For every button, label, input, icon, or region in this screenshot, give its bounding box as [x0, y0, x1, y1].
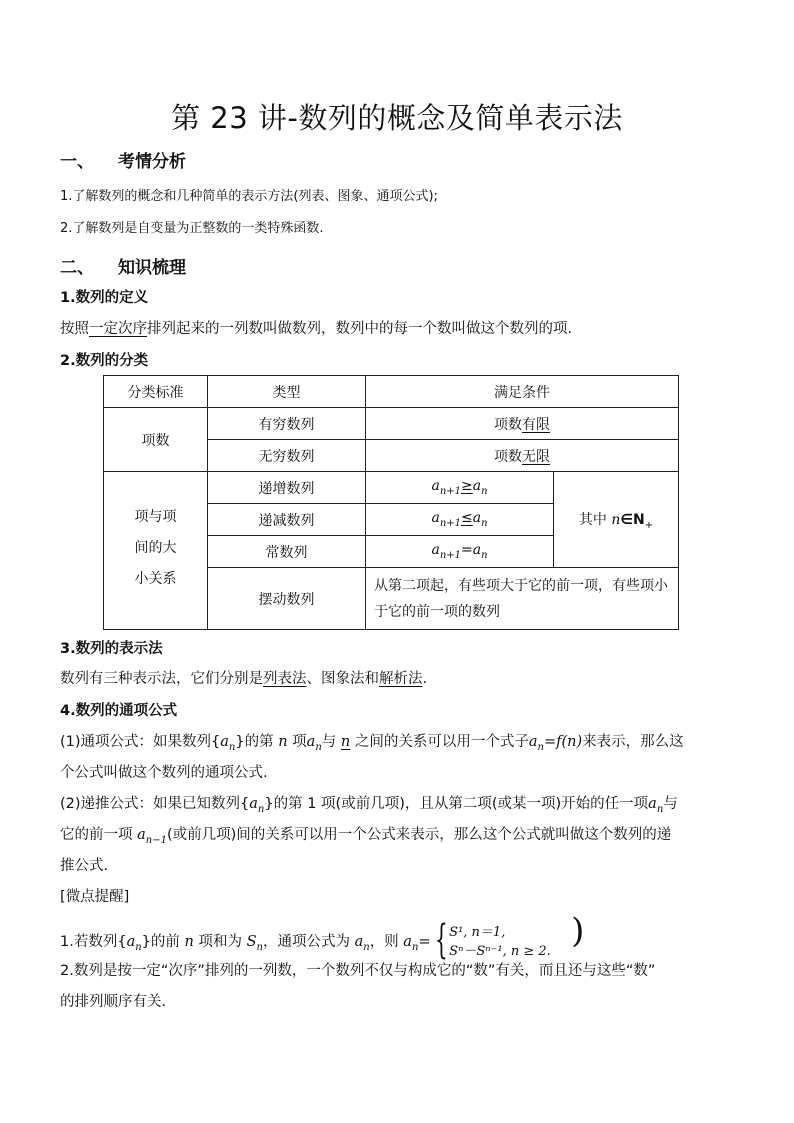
definition-text	[60, 318, 572, 340]
type-cell: 无穷数列	[208, 440, 366, 472]
left-brace-icon: {	[435, 917, 448, 963]
text-fragment: (或前几项)间的关系可以用一个公式来表示，那么这个公式就叫做这个数列的递	[166, 827, 672, 843]
formula-cell: $a_{n+1}=a_n$	[366, 536, 554, 568]
section-title: 考情分析	[118, 152, 186, 172]
relation-symbol: ≤	[461, 510, 473, 527]
section-heading-analysis	[60, 147, 186, 172]
section-heading-knowledge	[60, 253, 186, 278]
analysis-item-1: 1.了解数列的概念和几种简单的表示方法(列表、图象、通项公式);	[60, 189, 438, 204]
text-fragment: 与	[663, 796, 678, 812]
table-row	[104, 472, 679, 504]
text-fragment: 项和为	[198, 934, 242, 950]
text-fragment: 1.若数列{	[60, 934, 127, 950]
relation-symbol: ≥	[461, 478, 473, 495]
underlined-term: 一定次序	[89, 321, 147, 337]
set-symbol: ∈N	[620, 511, 645, 528]
table-row	[104, 408, 679, 440]
formula-cell: $a_{n+1}\le a_n$	[366, 504, 554, 536]
text-fragment: 与	[321, 734, 337, 750]
type-cell: 递增数列	[208, 472, 366, 504]
analysis-item-2: 2.了解数列是自变量为正整数的一类特殊函数.	[60, 221, 324, 236]
header-cell: 满足条件	[366, 376, 679, 408]
text-fragment: 项	[292, 734, 307, 750]
text-fragment: 项数	[494, 448, 522, 465]
type-cell: 递减数列	[208, 504, 366, 536]
text-fragment: ，通项公式为	[262, 934, 350, 950]
formula-cell: $a_{n+1}\ge a_n$	[366, 472, 554, 504]
piecewise-formula	[435, 911, 585, 963]
condition-cell	[366, 440, 679, 472]
condition-cell	[366, 408, 679, 440]
text-fragment: .	[422, 671, 428, 687]
text-fragment: 按照	[60, 321, 89, 337]
subscript: +	[644, 519, 654, 531]
table-header-row	[104, 376, 679, 408]
group-cell-relation	[104, 472, 208, 630]
section-number: 一、	[60, 152, 94, 172]
tip-2-line-1: 2.数列是按一定“次序”排列的一列数，一个数列不仅与构成它的“数”有关，而且还与这些“数”	[60, 963, 656, 979]
text-fragment: ，则	[369, 934, 399, 950]
text-fragment: 之间的关系可以用一个式子	[354, 734, 529, 750]
underlined-term: 解析法	[379, 671, 423, 687]
text-line: 小关系	[134, 571, 177, 587]
text-fragment: (1)通项公式：如果数列{	[60, 734, 221, 750]
right-paren-icon: )	[571, 911, 585, 951]
general-term-paragraph-1-cont: 个公式叫做这个数列的通项公式.	[60, 765, 268, 781]
definition-heading: 1.数列的定义	[60, 290, 149, 306]
note-cell: 其中 $n\in N_+$	[554, 472, 679, 568]
type-cell: 常数列	[208, 536, 366, 568]
formula-case-1: S¹, n＝1,	[449, 925, 506, 940]
group-cell-count: 项数	[104, 408, 208, 472]
classification-heading: 2.数列的分类	[60, 353, 149, 369]
text-fragment: 其中	[578, 511, 607, 528]
representation-text	[60, 668, 427, 690]
underlined-term: 有限	[522, 416, 550, 433]
formula-case-2: Sⁿ－Sⁿ⁻¹, n ≥ 2.	[449, 944, 551, 959]
section-title: 知识梳理	[118, 258, 186, 278]
type-cell: 有穷数列	[208, 408, 366, 440]
relation-symbol: =	[461, 542, 473, 559]
type-cell: 摆动数列	[208, 568, 366, 630]
underlined-term: 无限	[522, 448, 550, 465]
general-term-paragraph-1: (1)通项公式：如果数列$\{a_n\}$的第 n 项$a_n$与 n 之间的关系可以用一个式子$a_n=f(n)$来表示，那么这	[60, 734, 684, 753]
recursive-paragraph-1: (2)递推公式：如果已知数列$\{a_n\}$的第 1 项(或前几项)，且从第二项(或某一项)开始的任一项$a_n$与	[60, 796, 678, 815]
section-number: 二、	[60, 258, 94, 278]
header-cell: 分类标准	[104, 376, 208, 408]
tips-heading: [微点提醒]	[60, 889, 130, 905]
underlined-term: 列表法	[263, 671, 307, 687]
tip-2-line-2: 的排列顺序有关.	[60, 994, 167, 1010]
text-fragment: 数列有三种表示法，它们分别是	[60, 671, 263, 687]
text-line: 间的大	[134, 540, 177, 556]
text-fragment: }的前	[141, 934, 180, 950]
header-cell: 类型	[208, 376, 366, 408]
text-fragment: }的第	[235, 734, 274, 750]
condition-cell: 从第二项起，有些项大于它的前一项，有些项小于它的前一项的数列	[366, 568, 679, 630]
recursive-paragraph-3: 推公式.	[60, 858, 109, 874]
recursive-paragraph-2: 它的前一项 $a_{n-1}$(或前几项)间的关系可以用一个公式来表示，那么这个公式就叫做这个数列的递	[60, 827, 672, 846]
classification-table	[103, 375, 679, 630]
page-title: 第 23 讲-数列的概念及简单表示法	[171, 101, 623, 135]
tip-1: 1.若数列$\{a_n\}$的前 n 项和为 $S_n$，通项公式为 $a_n$，则 $a_n=$ { S¹, n＝1, Sⁿ－Sⁿ⁻¹, n ≥ 2. )	[60, 911, 585, 963]
text-fragment: 来表示，那么这	[582, 734, 684, 750]
text-fragment: 排列起来的一列数叫做数列，数列中的每一个数叫做这个数列的项.	[147, 321, 573, 337]
text-fragment: 项数	[494, 416, 522, 433]
text-line: 项与项	[134, 509, 177, 525]
text-fragment: 它的前一项	[60, 827, 133, 843]
text-fragment: (2)递推公式：如果已知数列{	[60, 796, 250, 812]
general-term-heading: 4.数列的通项公式	[60, 703, 178, 719]
text-fragment: 、图象法和	[306, 671, 379, 687]
representation-heading: 3.数列的表示法	[60, 641, 163, 657]
text-fragment: }的第 1 项(或前几项)，且从第二项(或某一项)开始的任一项	[264, 796, 649, 812]
